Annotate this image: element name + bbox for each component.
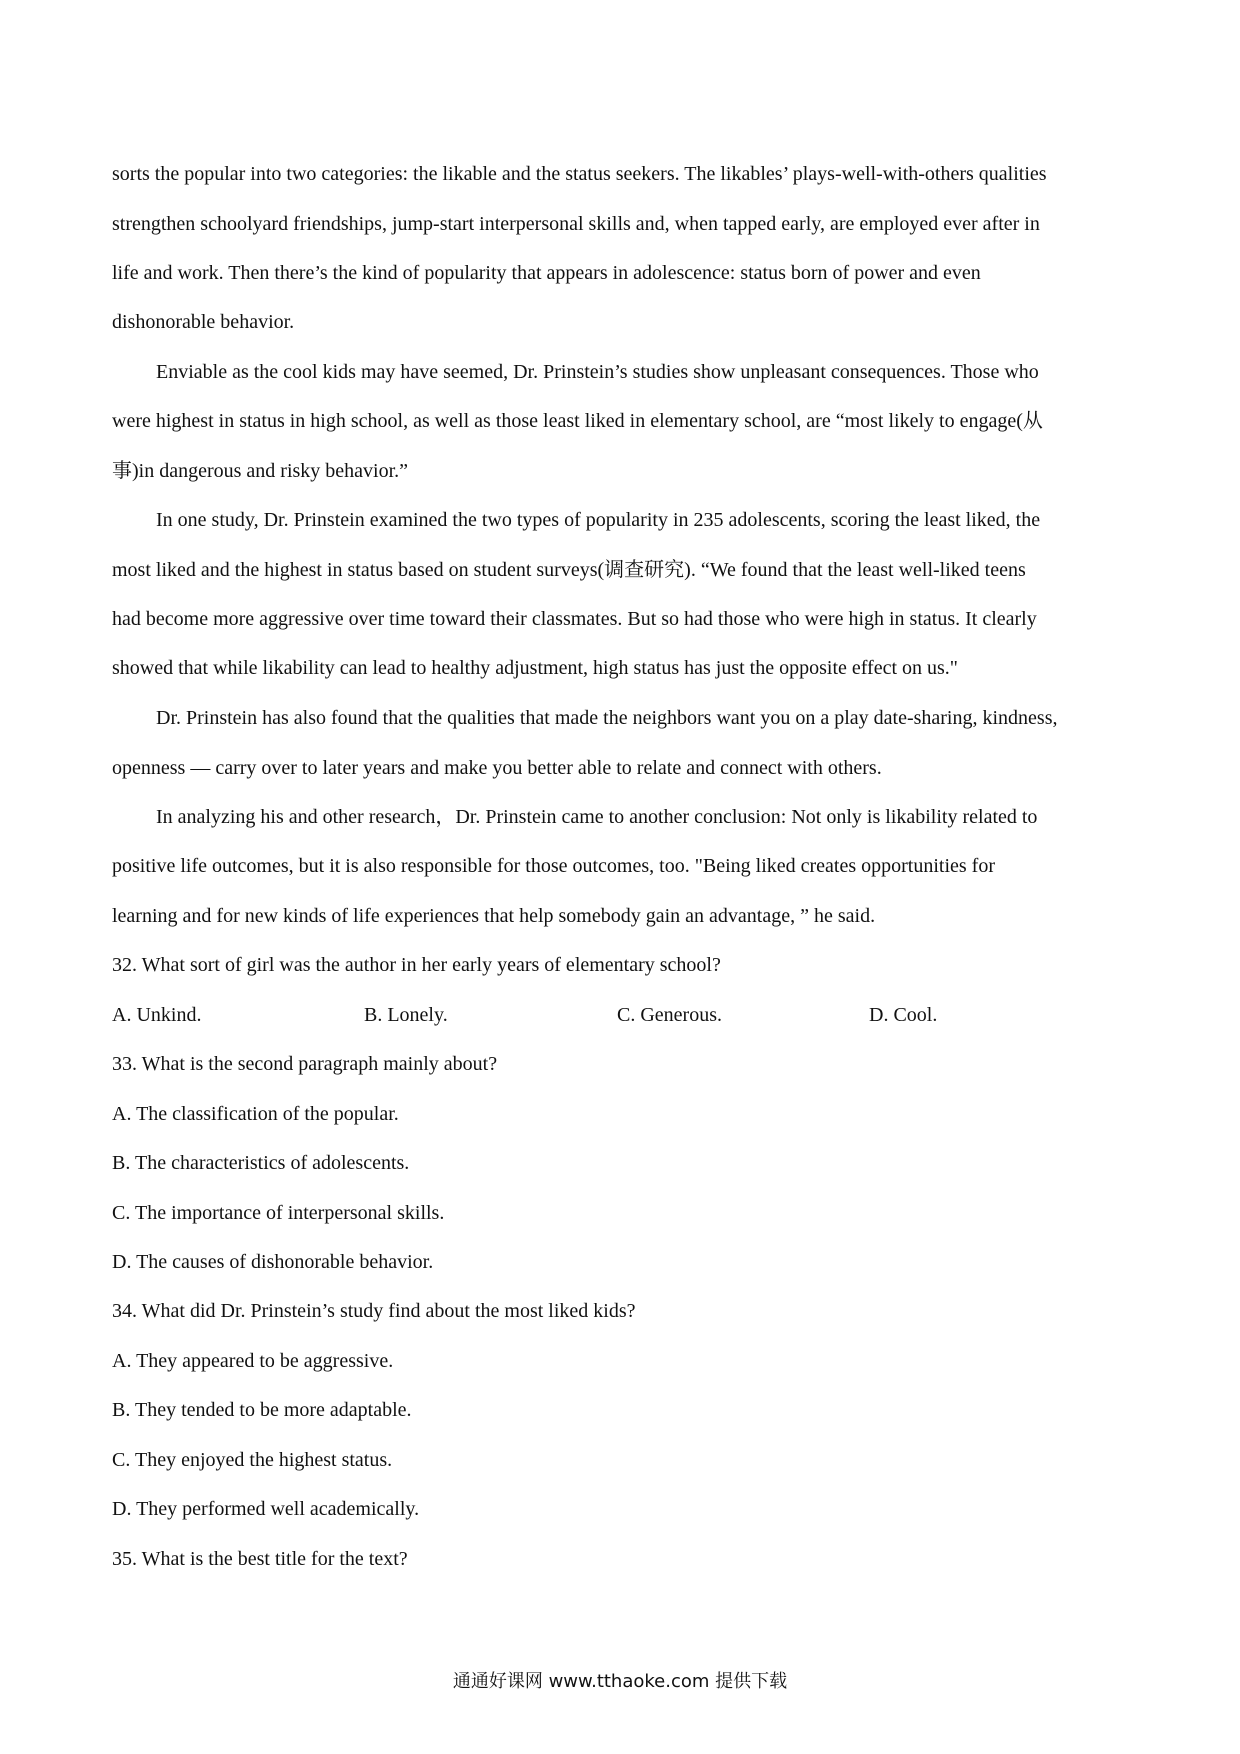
passage-line: In one study, Dr. Prinstein examined the two types of popularity in 235 adolescents, scoring the least liked, the <box>156 509 1041 531</box>
passage-line: had become more aggressive over time toward their classmates. But so had those who were high in status. It clearly <box>112 608 1037 630</box>
passage-line: strengthen schoolyard friendships, jump-start interpersonal skills and, when tapped early, are employed ever after in <box>112 213 1040 235</box>
question-33-option-c: C. The importance of interpersonal skills. <box>112 1202 445 1224</box>
question-32-option-b: B. Lonely. <box>364 1004 448 1026</box>
question-33-option-b: B. The characteristics of adolescents. <box>112 1152 410 1174</box>
passage-line: Dr. Prinstein has also found that the qualities that made the neighbors want you on a play date-sharing, kindness, <box>156 707 1058 729</box>
passage-line: Enviable as the cool kids may have seemed, Dr. Prinstein’s studies show unpleasant consequences. Those who <box>156 361 1039 383</box>
passage-line: dishonorable behavior. <box>112 311 295 333</box>
passage-line: learning and for new kinds of life experiences that help somebody gain an advantage, ” he said. <box>112 905 876 927</box>
question-34-stem: 34. What did Dr. Prinstein’s study find about the most liked kids? <box>112 1300 636 1322</box>
question-32-option-c: C. Generous. <box>617 1004 722 1026</box>
passage-line: positive life outcomes, but it is also responsible for those outcomes, too. "Being liked creates opportunities for <box>112 855 995 877</box>
question-32-stem: 32. What sort of girl was the author in her early years of elementary school? <box>112 954 721 976</box>
passage-line: In analyzing his and other research，Dr. Prinstein came to another conclusion: Not only is likability related to <box>156 806 1038 828</box>
passage-line: showed that while likability can lead to healthy adjustment, high status has just the opposite effect on us." <box>112 657 958 679</box>
question-33-option-a: A. The classification of the popular. <box>112 1103 399 1125</box>
passage-line: openness — carry over to later years and make you better able to relate and connect with others. <box>112 757 882 779</box>
question-34-option-a: A. They appeared to be aggressive. <box>112 1350 394 1372</box>
passage-line: 事)in dangerous and risky behavior.” <box>112 460 409 482</box>
passage-line: sorts the popular into two categories: the likable and the status seekers. The likables’ plays-well-with-others qualities <box>112 163 1047 185</box>
passage-line: were highest in status in high school, as well as those least liked in elementary school, are “most likely to engage(从 <box>112 410 1043 432</box>
question-32-option-d: D. Cool. <box>869 1004 938 1026</box>
question-32-option-a: A. Unkind. <box>112 1004 202 1026</box>
page-footer: 通通好课网 www.tthaoke.com 提供下载 <box>452 1671 788 1692</box>
passage-line: most liked and the highest in status based on student surveys(调查研究). “We found that the least well-liked teens <box>112 559 1026 581</box>
passage-line: life and work. Then there’s the kind of popularity that appears in adolescence: status born of power and even <box>112 262 981 284</box>
question-34-option-b: B. They tended to be more adaptable. <box>112 1399 412 1421</box>
question-34-option-d: D. They performed well academically. <box>112 1498 420 1520</box>
question-33-option-d: D. The causes of dishonorable behavior. <box>112 1251 434 1273</box>
question-33-stem: 33. What is the second paragraph mainly about? <box>112 1053 498 1075</box>
question-34-option-c: C. They enjoyed the highest status. <box>112 1449 393 1471</box>
question-35-stem: 35. What is the best title for the text? <box>112 1548 408 1570</box>
